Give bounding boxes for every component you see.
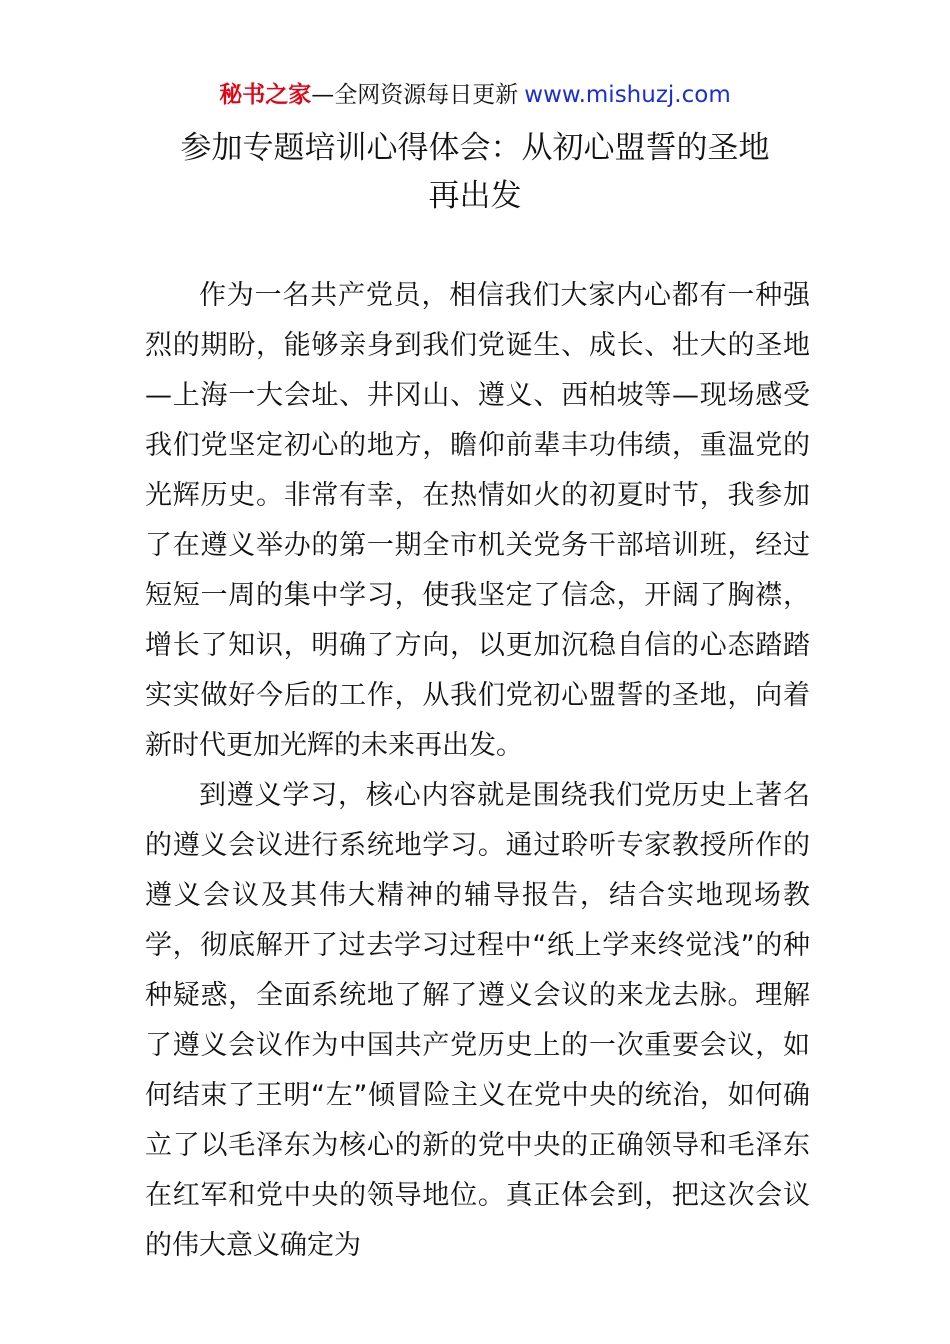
document-body <box>145 271 810 1271</box>
site-url-link[interactable]: www.mishuzj.com <box>524 82 731 108</box>
site-brand: 秘书之家 <box>219 82 312 108</box>
document-title <box>60 124 890 220</box>
site-header <box>0 78 950 112</box>
paragraph-1: 作为一名共产党员，相信我们大家内心都有一种强烈的期盼，能够亲身到我们党诞生、成长、壮大的圣地—上海一大会址、井冈山、遵义、西柏坡等—现场感受我们党坚定初心的地方，瞻仰前辈丰功伟绩，重温党的光辉历史。非常有幸，在热情如火的初夏时节，我参加了在遵义举办的第一期全市机关党务干部培训班，经过短短一周的集中学习，使我坚定了信念，开阔了胸襟，增长了知识，明确了方向，以更加沉稳自信的心态踏踏实实做好今后的工作，从我们党初心盟誓的圣地，向着新时代更加光辉的未来再出发。 <box>145 280 810 761</box>
document-title-line-2: 再出发 <box>428 178 522 214</box>
document-title-line-1: 参加专题培训心得体会：从初心盟誓的圣地 <box>180 130 770 166</box>
paragraph-2: 到遵义学习，核心内容就是围绕我们党历史上著名的遵义会议进行系统地学习。通过聆听专家教授所作的遵义会议及其伟大精神的辅导报告，结合实地现场教学，彻底解开了过去学习过程中“纸上学来终觉浅”的种种疑惑，全面系统地了解了遵义会议的来龙去脉。理解了遵义会议作为中国共产党历史上的一次重要会议，如何结束了王明“左”倾冒险主义在党中央的统治，如何确立了以毛泽东为核心的新的党中央的正确领导和毛泽东在红军和党中央的领导地位。真正体会到，把这次会议的伟大意义确定为 <box>145 780 810 1261</box>
site-slogan: —全网资源每日更新 <box>311 82 519 108</box>
